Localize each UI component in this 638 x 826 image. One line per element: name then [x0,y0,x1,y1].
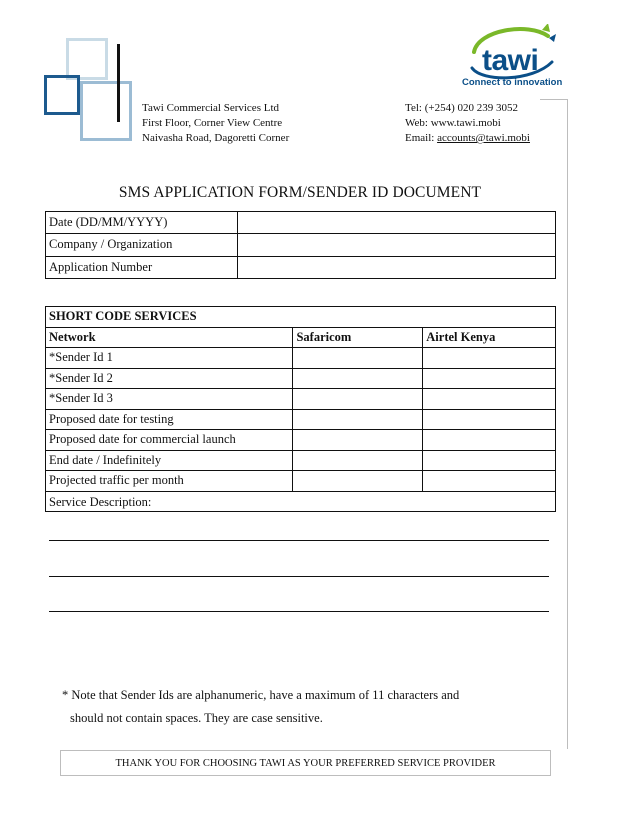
table-row [46,234,556,256]
contact-email [405,131,530,146]
logo-tagline: Connect to innovation [462,77,563,88]
address-line: Naivasha Road, Dagoretti Corner [142,132,290,144]
row-label: End date / Indefinitely [46,450,293,471]
company-address [142,101,289,146]
safaricom-field[interactable] [293,409,423,430]
column-header-safaricom: Safaricom [293,327,423,348]
airtel-field[interactable] [423,430,556,451]
safaricom-field[interactable] [293,471,423,492]
company-field[interactable] [238,234,556,256]
email-link[interactable]: accounts@tawi.mobi [437,132,530,144]
column-header-airtel: Airtel Kenya [423,327,556,348]
service-description-field[interactable] [46,491,556,512]
row-label: Date (DD/MM/YYYY) [46,212,238,234]
note-line-1: * Note that Sender Ids are alphanumeric, have a maximum of 11 characters and [62,688,460,702]
writing-line [49,540,549,541]
row-label: Projected traffic per month [46,471,293,492]
note-line-2: should not contain spaces. They are case sensitive. [70,711,323,725]
airtel-field[interactable] [423,348,556,369]
column-header-network: Network [46,327,293,348]
safaricom-field[interactable] [293,368,423,389]
page-border-top [540,99,568,100]
decor-square-light-large [80,81,132,141]
row-label: Proposed date for commercial launch [46,430,293,451]
airtel-field[interactable] [423,409,556,430]
airtel-field[interactable] [423,471,556,492]
document-title: SMS APPLICATION FORM/SENDER ID DOCUMENT [118,184,482,201]
decor-square-light [66,38,108,80]
contact-tel: Tel: (+254) 020 239 3052 [405,102,518,114]
application-number-field[interactable] [238,256,556,278]
date-field[interactable] [238,212,556,234]
row-label: *Sender Id 3 [46,389,293,410]
row-label: *Sender Id 1 [46,348,293,369]
address-line: Tawi Commercial Services Ltd [142,102,279,114]
section-heading: SHORT CODE SERVICES [46,307,556,328]
service-description-label: Service Description: [49,494,152,509]
row-label: Application Number [46,256,238,278]
row-label: *Sender Id 2 [46,368,293,389]
footer-thanks: THANK YOU FOR CHOOSING TAWI AS YOUR PREFERRED SERVICE PROVIDER [60,750,551,776]
writing-line [49,611,549,612]
safaricom-field[interactable] [293,389,423,410]
company-contacts [405,101,530,146]
table-row [46,409,556,430]
writing-line [49,576,549,577]
logo-wordmark: tawi [482,44,539,77]
decor-square-dark [44,75,80,115]
info-table [45,211,556,279]
service-description-row [46,491,556,512]
table-header-row [46,327,556,348]
table-row [46,389,556,410]
short-code-table [45,306,556,512]
safaricom-field[interactable] [293,348,423,369]
row-label: Company / Organization [46,234,238,256]
row-label: Proposed date for testing [46,409,293,430]
decor-vertical-bar [117,44,120,122]
airtel-field[interactable] [423,389,556,410]
safaricom-field[interactable] [293,430,423,451]
email-label: Email: [405,132,438,144]
table-row [46,471,556,492]
table-row [46,368,556,389]
table-row [46,450,556,471]
contact-web: Web: www.tawi.mobi [405,117,501,129]
table-row [46,430,556,451]
tawi-logo [462,24,572,94]
airtel-field[interactable] [423,450,556,471]
table-row [46,348,556,369]
table-row [46,256,556,278]
table-heading-row [46,307,556,328]
table-row [46,212,556,234]
airtel-field[interactable] [423,368,556,389]
safaricom-field[interactable] [293,450,423,471]
address-line: First Floor, Corner View Centre [142,117,283,129]
